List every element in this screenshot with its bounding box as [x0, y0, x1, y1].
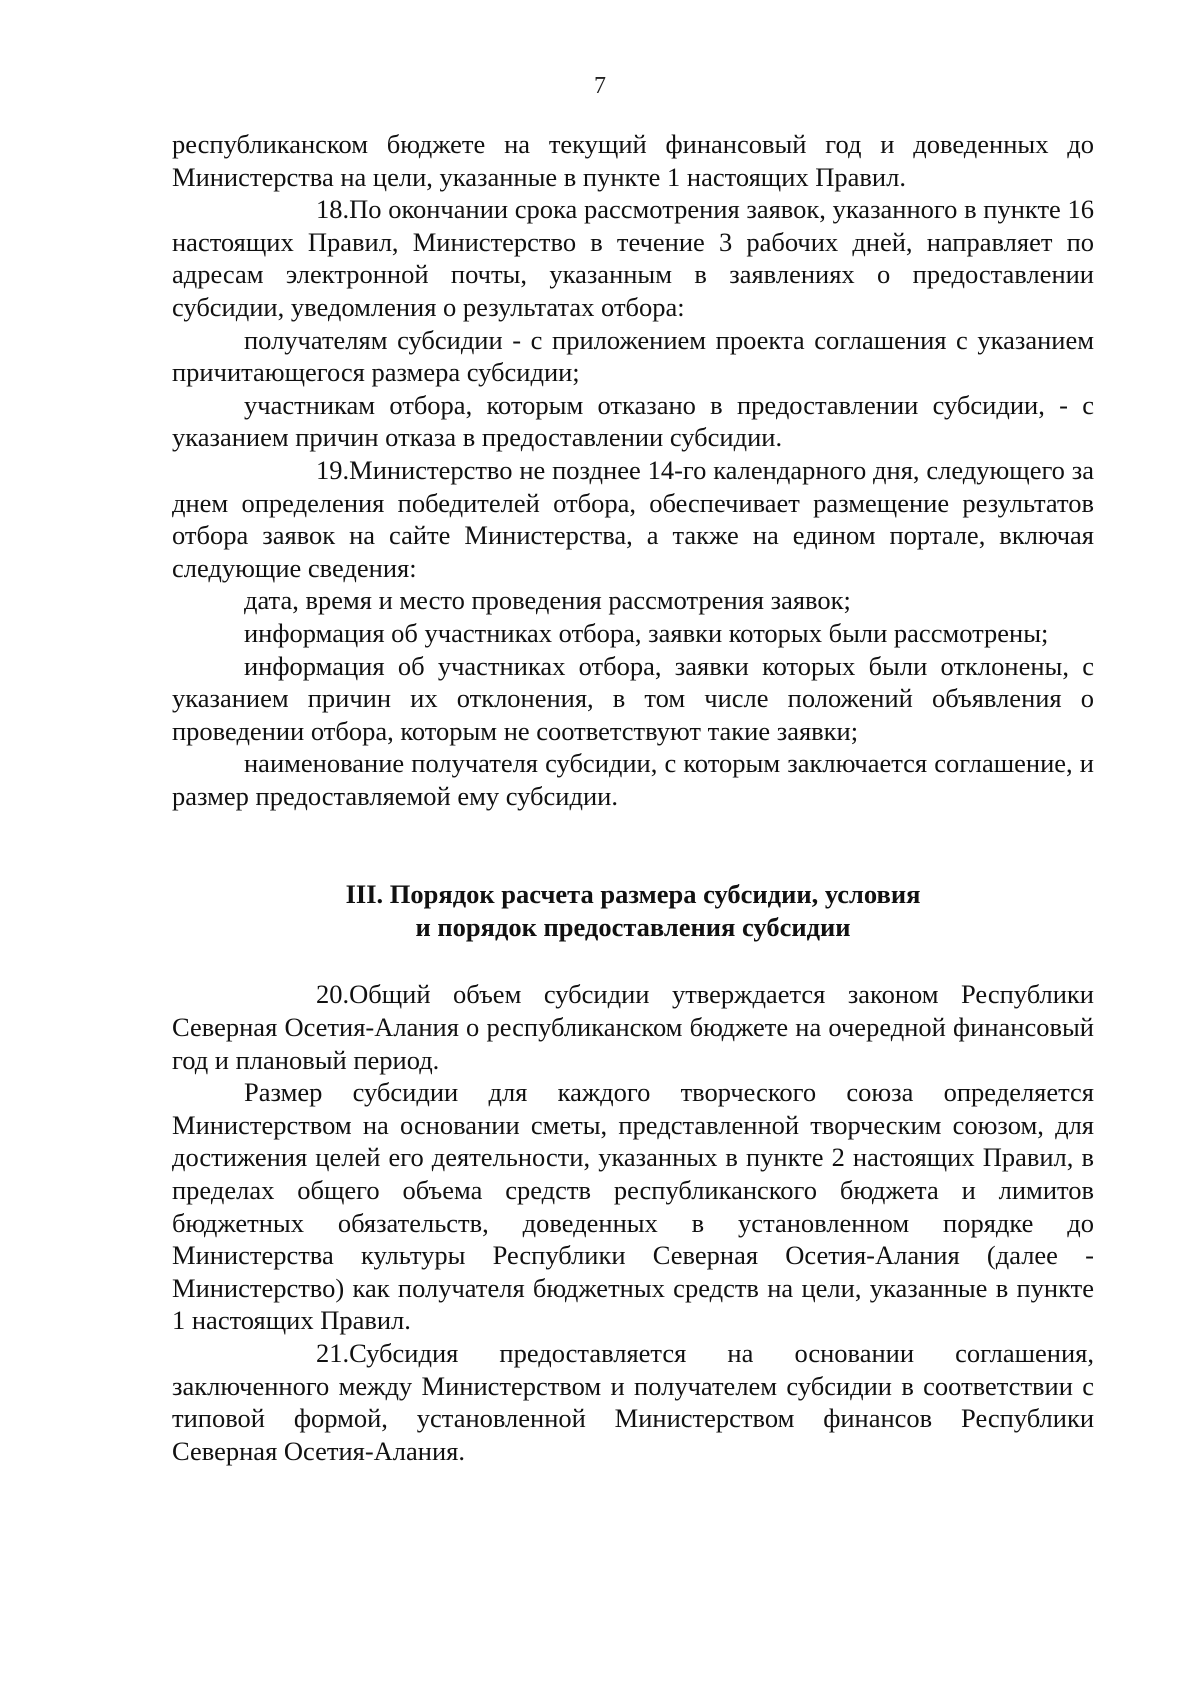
paragraph-number: 18. — [316, 194, 350, 225]
paragraph-text: По окончании срока рассмотрения заявок, указанного в пункте 16 настоящих Правил, Министерство в течение 3 рабочих дней, направляет по адресам электронной почты, указанным в заявлениях о предоставлении субсидии, уведомления о результатах отбора: — [172, 194, 1094, 322]
paragraph-text: информация об участниках отбора, заявки которых были отклонены, с указанием причин их отклонения, в том числе положений объявления о проведении отбора, которым не соответствуют такие заявки; — [172, 650, 1094, 746]
paragraph-continuation — [172, 128, 1094, 193]
document-body — [172, 128, 1094, 1467]
paragraph-date-time — [172, 584, 1094, 617]
paragraph-recipients — [172, 324, 1094, 389]
paragraph-text: Министерство не позднее 14-го календарного дня, следующего за днем определения победителей отбора, обеспечивает размещение результатов отбора заявок на сайте Министерства, а также на едином портале, включая следующие сведения: — [172, 454, 1094, 583]
section-heading-line-2: и порядок предоставления субсидии — [415, 912, 851, 943]
paragraph-21 — [172, 1337, 1094, 1467]
paragraph-number: 21. — [316, 1338, 350, 1368]
paragraph-20 — [172, 978, 1094, 1076]
paragraph-subsidy-size — [172, 1076, 1094, 1337]
paragraph-18 — [172, 193, 1094, 323]
paragraph-19 — [172, 454, 1094, 584]
paragraph-rejected-info — [172, 650, 1094, 748]
section-heading-line-1: III. Порядок расчета размера субсидии, условия — [345, 879, 921, 910]
paragraph-number: 20. — [316, 979, 350, 1010]
paragraph-text: информация об участниках отбора, заявки которых были рассмотрены; — [244, 617, 1049, 648]
paragraph-text: Субсидия предоставляется на основании соглашения, заключенного между Министерством и получателем субсидии в соответствии с типовой формой, установленной Министерством финансов Республики Северная Осетия-Алания. — [172, 1338, 1094, 1466]
paragraph-recipient-name — [172, 747, 1094, 812]
page-number: 7 — [594, 73, 606, 99]
paragraph-text: участникам отбора, которым отказано в предоставлении субсидии, - с указанием причин отказа в предоставлении субсидии. — [172, 389, 1094, 453]
paragraph-text: дата, время и место проведения рассмотрения заявок; — [244, 585, 851, 616]
paragraph-text: наименование получателя субсидии, с которым заключается соглашение, и размер предоставляемой ему субсидии. — [172, 748, 1094, 811]
paragraph-text: республиканском бюджете на текущий финансовый год и доведенных до Министерства на цели, указанные в пункте 1 настоящих Правил. — [172, 129, 1094, 192]
paragraph-number: 19. — [316, 454, 350, 485]
paragraph-text: Размер субсидии для каждого творческого союза определяется Министерством на основании сметы, представленной творческим союзом, для достижения целей его деятельности, указанных в пункте 2 настоящих Правил, в пределах общего объема средств республиканского бюджета и лимитов бюджетных обязательств, доведенных в установленном порядке до Министерства культуры Республики Северная Осетия-Алания (далее - Министерство) как получателя бюджетных средств на цели, указанные в пункте 1 настоящих Правил. — [172, 1077, 1094, 1336]
paragraph-text: получателям субсидии - с приложением проекта соглашения с указанием причитающегося размера субсидии; — [172, 324, 1094, 388]
paragraph-text: Общий объем субсидии утверждается законом Республики Северная Осетия-Алания о республиканском бюджете на очередной финансовый год и плановый период. — [172, 979, 1094, 1075]
paragraph-rejected-participants — [172, 389, 1094, 454]
section-heading — [172, 878, 1094, 944]
paragraph-reviewed-info — [172, 617, 1094, 650]
